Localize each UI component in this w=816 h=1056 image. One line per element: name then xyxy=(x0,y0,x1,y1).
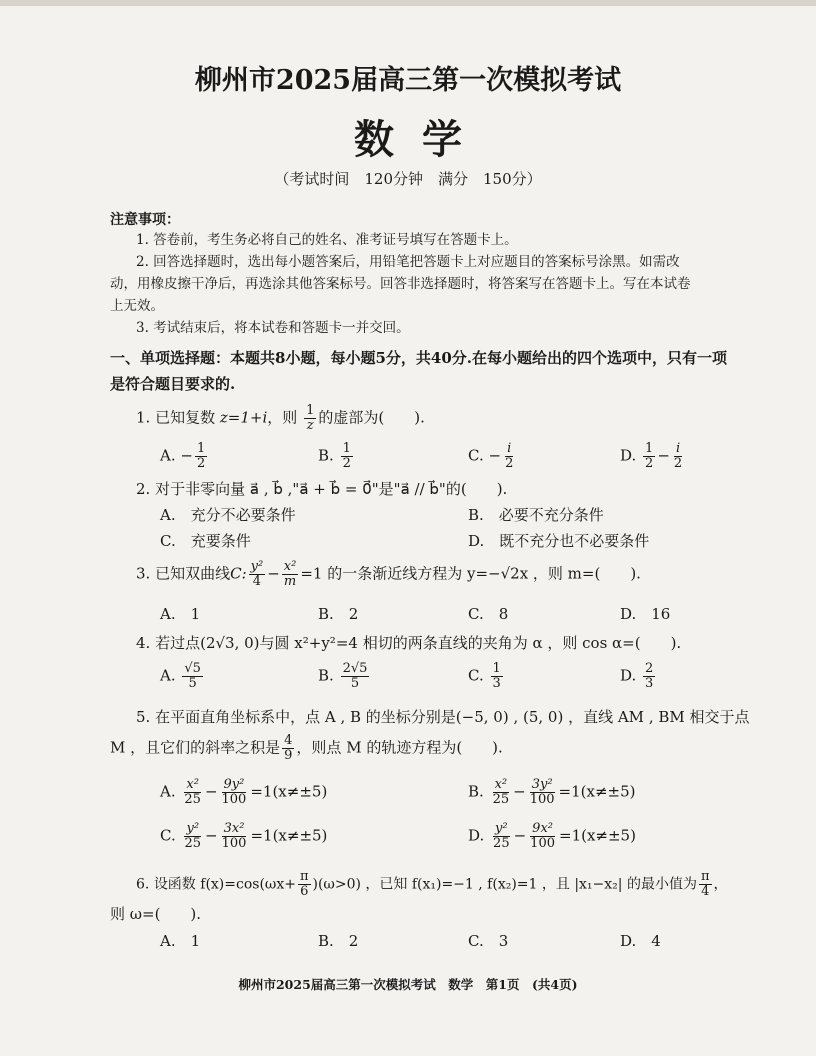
notice-item-2-cont: 动，用橡皮擦干净后，再选涂其他答案标号。回答非选择题时，将答案写在答题卡上。写在本试卷 xyxy=(110,276,691,292)
section-title: 一、单项选择题：本题共8小题，每小题5分，共40分.在每小题给出的四个选项中，只有一项是符合题目要求的. xyxy=(110,349,727,393)
q1-option-a: A. − $\frac{1}{2}$ xyxy=(160,441,206,471)
q1-option-c: C. − $\frac{i}{2}$ xyxy=(468,441,514,471)
notice-item-3: 3. 考试结束后，将本试卷和答题卡一并交回。 xyxy=(136,320,410,336)
q5-option-c: C. $\frac{\text{y²}}{25}$ − $\frac{\text{3x²}}{100}$ =1(x≠±5) xyxy=(160,821,328,851)
q5-option-a: A. $\frac{\text{x²}}{25}$ − $\frac{\text{9y²}}{100}$ =1(x≠±5) xyxy=(160,777,328,807)
q3-option-c: C. 8 xyxy=(468,605,509,623)
question-6-line2: 则 ω=( ). xyxy=(110,905,202,923)
question-2: 2. 对于非零向量 a⃗ , b⃗ ,"a⃗ + b⃗ = 0⃗"是"a⃗ // b⃗"的( ). xyxy=(136,480,508,498)
q6-option-a: A. 1 xyxy=(160,932,201,950)
question-4: 4. 若过点(2√3, 0)与圆 x²+y²=4 相切的两条直线的夹角为 α ，则 cos α=( ). xyxy=(136,634,682,652)
q4-option-d: D. $\frac{2}{3}$ xyxy=(620,661,654,691)
q3-option-b: B. 2 xyxy=(318,605,359,623)
q1-fraction: $\frac{1}{z}$ xyxy=(306,403,315,433)
notice-item-2: 2. 回答选择题时，选出每小题答案后，用铅笔把答题卡上对应题目的答案标号涂黑。如需改 xyxy=(136,254,680,270)
q2-option-b: B. 必要不充分条件 xyxy=(468,506,604,524)
q4-option-b: B. $\frac{2√5}{5}$ xyxy=(318,661,368,691)
question-6: 6. 设函数 f(x)=cos(ωx+ $\frac{\pi}{6}$ )(ω>0) ，已知 f(x₁)=−1 , f(x₂)=1 ，且 |x₁−x₂| 的最小值为 $\frac{\pi}{4}$ ， xyxy=(136,869,728,899)
q1-number: 1. xyxy=(136,408,151,427)
exam-time-info: （考试时间 120分钟 满分 150分） xyxy=(274,170,542,188)
subject-heading: 数学 xyxy=(354,116,490,163)
notice-item-1: 1. 答卷前，考生务必将自己的姓名、准考证号填写在答题卡上。 xyxy=(136,232,518,248)
q2-option-d: D. 既不充分也不必要条件 xyxy=(468,532,650,550)
notice-heading: 注意事项： xyxy=(110,212,180,228)
notice-item-2-end: 上无效。 xyxy=(110,298,164,314)
q2-option-c: C. 充要条件 xyxy=(160,532,251,550)
page-footer: 柳州市2025届高三第一次模拟考试 数学 第1页 (共4页) xyxy=(238,977,578,992)
q6-option-c: C. 3 xyxy=(468,932,509,950)
q4-option-a: A. $\frac{√5}{5}$ xyxy=(160,661,201,691)
question-1: 1. 已知复数 z=1+i，则 $\frac{1}{z}$ 的虚部为( ). xyxy=(136,403,425,433)
question-5: 5. 在平面直角坐标系中，点 A , B 的坐标分别是(−5, 0) , (5, 0) ，直线 AM , BM 相交于点 xyxy=(136,708,750,726)
q5-option-d: D. $\frac{\text{y²}}{25}$ − $\frac{\text{9x²}}{100}$ =1(x≠±5) xyxy=(468,821,636,851)
question-3: 3. 已知双曲线C: $\frac{\text{y²}}{4}$ − $\frac{\text{x²}}{m}$ =1 的一条渐近线方程为 y=−√2x ，则 m=( ). xyxy=(136,559,641,589)
question-5-line2: M ，且它们的斜率之积是 $\frac{4}{9}$ ，则点 M 的轨迹方程为( ). xyxy=(110,733,503,763)
q5-option-b: B. $\frac{\text{x²}}{25}$ − $\frac{\text{3y²}}{100}$ =1(x≠±5) xyxy=(468,777,636,807)
q2-option-a: A. 充分不必要条件 xyxy=(160,506,296,524)
q3-option-d: D. 16 xyxy=(620,605,671,623)
q6-option-d: D. 4 xyxy=(620,932,661,950)
q1-option-b: B. $\frac{1}{2}$ xyxy=(318,441,351,471)
exam-title: 柳州市2025届高三第一次模拟考试 xyxy=(194,65,622,96)
q1-option-d: D. $\frac{1}{2}$ − $\frac{i}{2}$ xyxy=(620,441,683,471)
q6-option-b: B. 2 xyxy=(318,932,359,950)
q4-option-c: C. $\frac{1}{3}$ xyxy=(468,661,501,691)
q3-option-a: A. 1 xyxy=(160,605,201,623)
page-top-edge xyxy=(0,0,816,6)
